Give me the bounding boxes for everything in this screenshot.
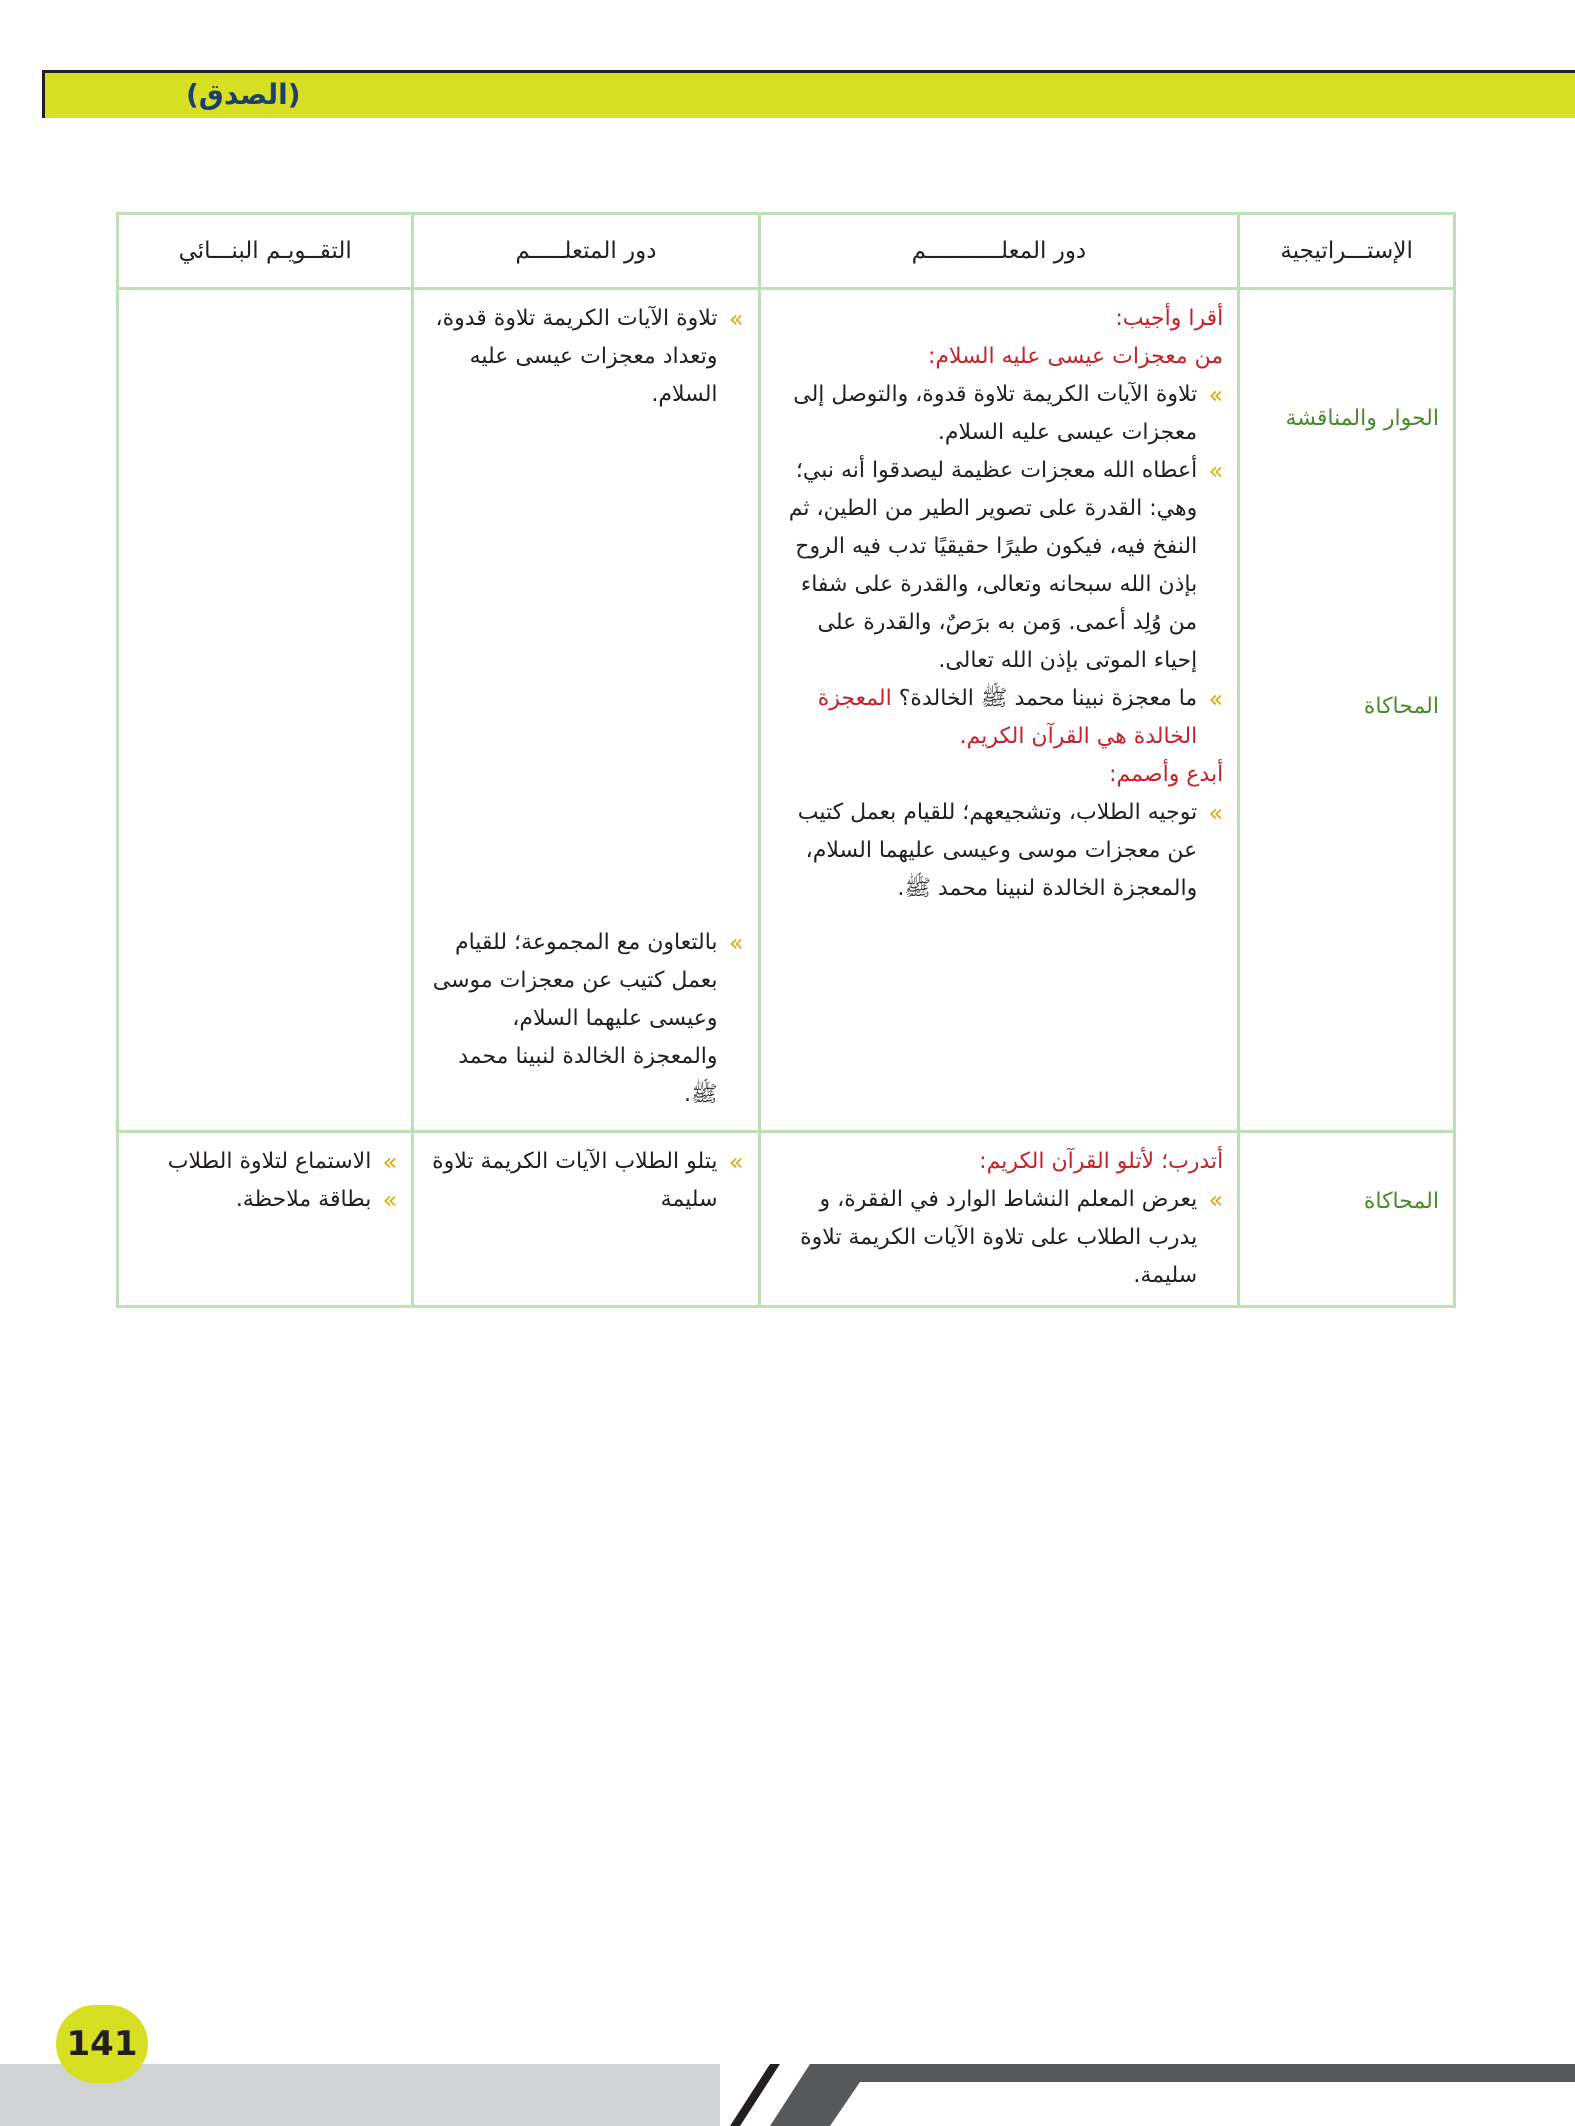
- learner-point-2: » بالتعاون مع المجموعة؛ للقيام بعمل كتيب عن معجزات موسى وعيسى عليهما السلام، والمعجزة الخالدة لنبينا محمد ﷺ.: [428, 924, 743, 1114]
- learner-role-cell: [413, 289, 759, 1132]
- bullet-icon: »: [728, 305, 744, 333]
- page-number: 141: [56, 2005, 148, 2083]
- learner-point-1: » تلاوة الآيات الكريمة تلاوة قدوة، وتعداد معجزات عيسى عليه السلام.: [428, 300, 743, 414]
- learner-point-1: » يتلو الطلاب الآيات الكريمة تلاوة سليمة: [428, 1143, 743, 1219]
- bullet-icon: »: [1208, 457, 1224, 485]
- teacher-role-cell: [759, 289, 1239, 1132]
- teacher-point-1: » يعرض المعلم النشاط الوارد في الفقرة، و يدرب الطلاب على تلاوة الآيات الكريمة تلاوة سليمة.: [775, 1181, 1224, 1295]
- evaluation-cell: [118, 289, 413, 1132]
- unit-title: (الصدق): [186, 78, 301, 111]
- table-row: [118, 289, 1455, 1132]
- teacher-point-3: [775, 680, 1224, 756]
- learner-role-cell: [413, 1132, 759, 1307]
- bullet-icon: »: [728, 929, 744, 957]
- bullet-icon: »: [728, 1148, 744, 1176]
- lesson-plan-table: [116, 212, 1456, 1308]
- strategy-simulation: المحاكاة: [1363, 694, 1439, 719]
- footer-stripes: [730, 2064, 1575, 2126]
- bullet-icon: »: [1208, 1186, 1224, 1214]
- teacher-point-1: » تلاوة الآيات الكريمة تلاوة قدوة، والتوصل إلى معجزات عيسى عليه السلام.: [775, 376, 1224, 452]
- column-header-learner-role: دور المتعلـــــم: [413, 214, 759, 289]
- strategy-cell: [1239, 1132, 1455, 1307]
- teacher-point-2: » أعطاه الله معجزات عظيمة ليصدقوا أنه نبي؛ وهي: القدرة على تصوير الطير من الطين، ثم النفخ فيه، فيكون طيرًا حقيقيًا تدب فيه الروح بإذن الله سبحانه وتعالى، والقدرة على شفاء من وُلِد أعمى. وَمن به برَصٌ، والقدرة على إحياء الموتى بإذن الله تعالى.: [775, 452, 1224, 680]
- column-header-teacher-role: دور المعلـــــــــــم: [759, 214, 1239, 289]
- bullet-icon: »: [1208, 381, 1224, 409]
- table-row: [118, 1132, 1455, 1307]
- evaluation-point-2: » بطاقة ملاحظة.: [133, 1181, 397, 1219]
- teacher-role-cell: [759, 1132, 1239, 1307]
- evaluation-point-1: » الاستماع لتلاوة الطلاب: [133, 1143, 397, 1181]
- strategy-dialogue: الحوار والمناقشة: [1285, 406, 1439, 431]
- bullet-icon: »: [382, 1186, 398, 1214]
- bullet-icon: »: [1208, 685, 1224, 713]
- teacher-heading-practice: أتدرب؛ لأتلو القرآن الكريم:: [979, 1149, 1224, 1174]
- strategy-simulation: المحاكاة: [1363, 1189, 1439, 1214]
- column-header-formative-evaluation: التقــويـم البنـــائي: [118, 214, 413, 289]
- evaluation-cell: [118, 1132, 413, 1307]
- bullet-icon: »: [1208, 799, 1224, 827]
- teacher-answer: المعجزة الخالدة هي القرآن الكريم.: [817, 686, 1198, 749]
- column-header-strategy: الإستـــراتيجية: [1239, 214, 1455, 289]
- teacher-question: ما معجزة نبينا محمد ﷺ الخالدة؟: [898, 686, 1198, 711]
- teacher-point-4: » توجيه الطلاب، وتشجيعهم؛ للقيام بعمل كتيب عن معجزات موسى وعيسى عليهما السلام، والمعجزة الخالدة لنبينا محمد ﷺ.: [775, 794, 1224, 908]
- strategy-cell: [1239, 289, 1455, 1132]
- teacher-subheading-miracles: من معجزات عيسى عليه السلام:: [927, 344, 1224, 369]
- teacher-heading-create-design: أبدع وأصمم:: [1109, 762, 1224, 787]
- table-header-row: [118, 214, 1455, 289]
- teacher-heading-read-answer: أقرا وأجيب:: [1115, 306, 1224, 331]
- bullet-icon: »: [382, 1148, 398, 1176]
